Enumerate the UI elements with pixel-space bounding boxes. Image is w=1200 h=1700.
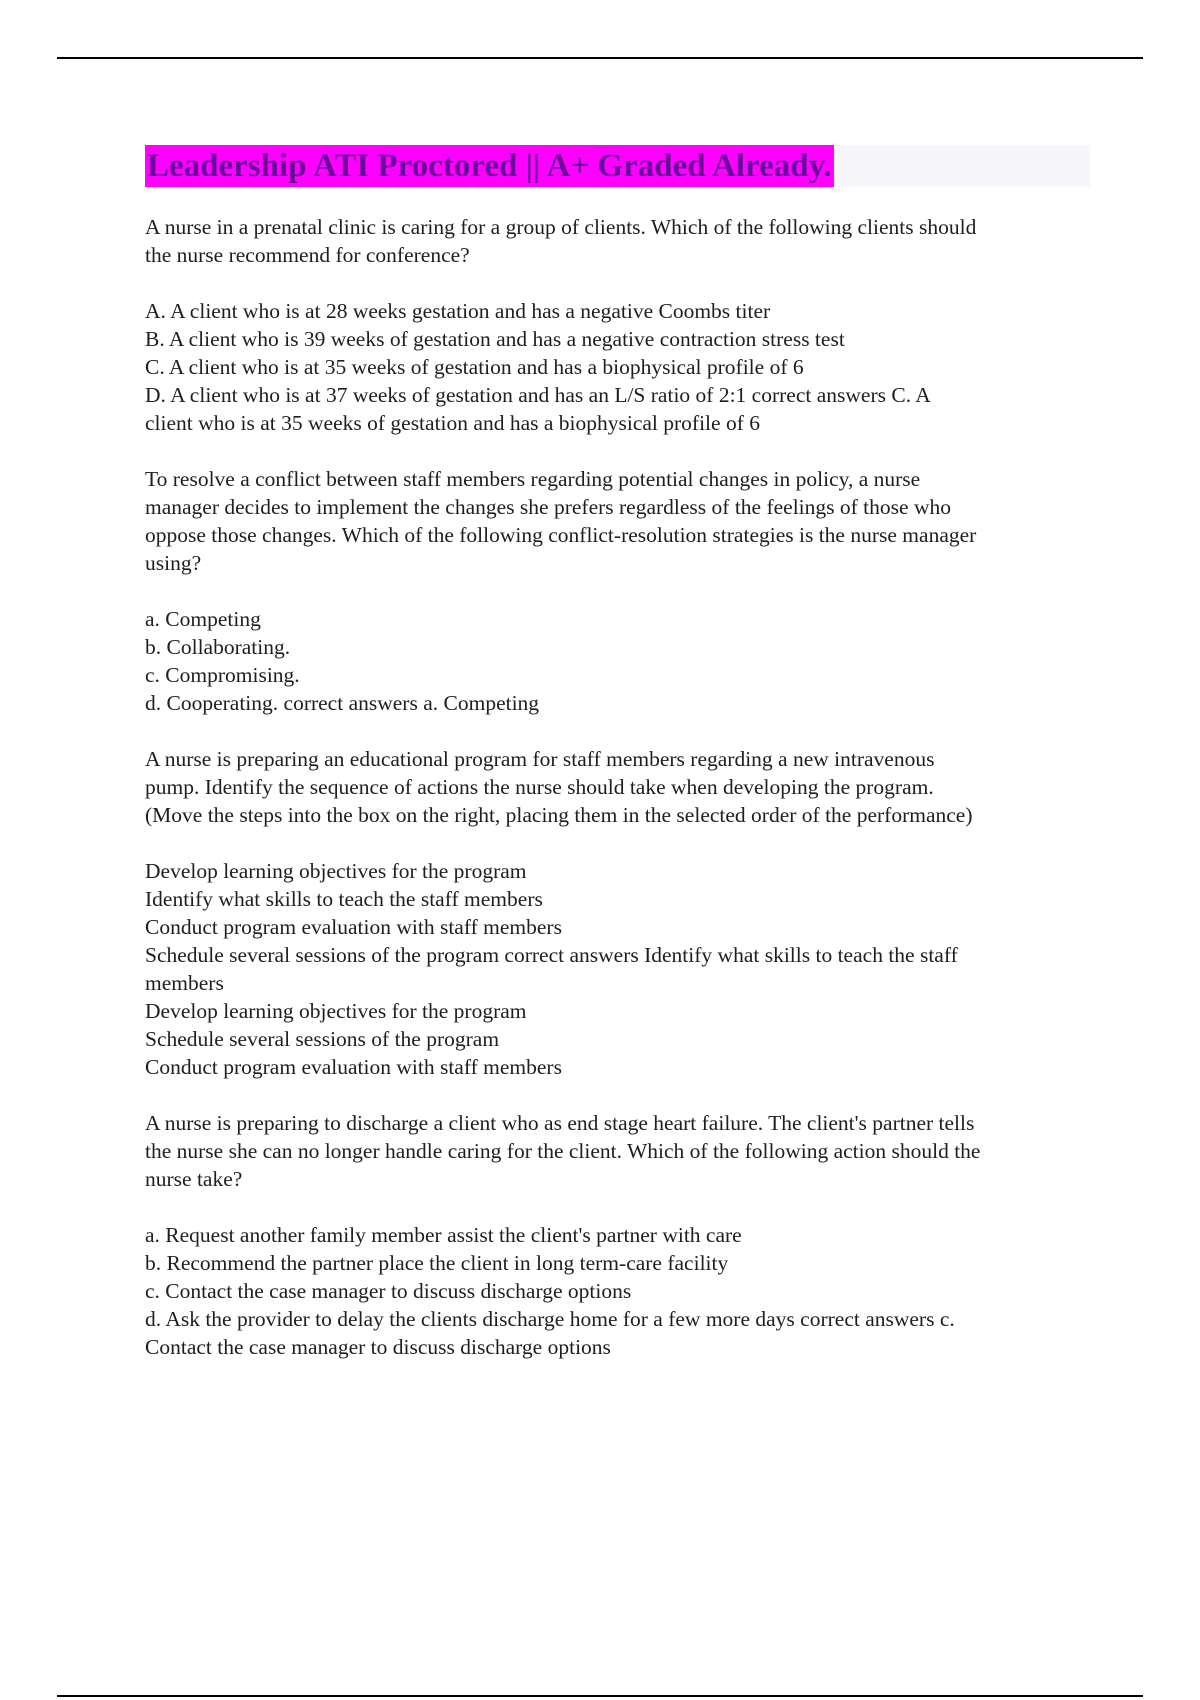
title-bar	[145, 145, 1090, 187]
question-stem-line: To resolve a conflict between staff members regarding potential changes in policy, a nurse	[145, 467, 921, 491]
answer-option: Conduct program evaluation with staff members	[145, 1055, 562, 1079]
answer-options	[145, 297, 1090, 437]
page-top-rule	[57, 57, 1143, 59]
answer-option: c. Contact the case manager to discuss discharge options	[145, 1279, 632, 1303]
answer-options	[145, 1221, 1090, 1361]
question-stem-line: A nurse is preparing an educational program for staff members regarding a new intravenous	[145, 747, 935, 771]
answer-option: d. Ask the provider to delay the clients discharge home for a few more days correct answers c.	[145, 1307, 955, 1331]
answer-option: a. Competing	[145, 607, 261, 631]
answer-option: b. Collaborating.	[145, 635, 291, 659]
answer-option: Conduct program evaluation with staff members	[145, 915, 562, 939]
question-stem-line: A nurse is preparing to discharge a client who as end stage heart failure. The client's partner tells	[145, 1111, 975, 1135]
question-stem-line: using?	[145, 551, 202, 575]
answer-option: a. Request another family member assist the client's partner with care	[145, 1223, 742, 1247]
answer-option: Develop learning objectives for the program	[145, 999, 527, 1023]
answer-option: Schedule several sessions of the program	[145, 1027, 500, 1051]
question-stem-line: manager decides to implement the changes she prefers regardless of the feelings of those who	[145, 495, 951, 519]
answer-option: A. A client who is at 28 weeks gestation and has a negative Coombs titer	[145, 299, 771, 323]
answer-option: b. Recommend the partner place the client in long term-care facility	[145, 1251, 729, 1275]
question-stem	[145, 745, 1090, 829]
question-stem	[145, 465, 1090, 577]
answer-option: c. Compromising.	[145, 663, 300, 687]
answer-option: C. A client who is at 35 weeks of gestation and has a biophysical profile of 6	[145, 355, 804, 379]
page-bottom-rule	[57, 1695, 1143, 1697]
document-title: Leadership ATI Proctored || A+ Graded Already.	[145, 145, 834, 187]
answer-option: Contact the case manager to discuss discharge options	[145, 1335, 611, 1359]
question-stem-line: pump. Identify the sequence of actions the nurse should take when developing the program.	[145, 775, 934, 799]
question-stem-line: the nurse she can no longer handle caring for the client. Which of the following action should the	[145, 1139, 981, 1163]
answer-options	[145, 857, 1090, 1081]
answer-option: Schedule several sessions of the program correct answers Identify what skills to teach the staff	[145, 943, 958, 967]
document-body	[145, 145, 1090, 1389]
question-stem	[145, 1109, 1090, 1193]
question-stem-line: A nurse in a prenatal clinic is caring for a group of clients. Which of the following clients should	[145, 215, 977, 239]
answer-options	[145, 605, 1090, 717]
answer-option: client who is at 35 weeks of gestation and has a biophysical profile of 6	[145, 411, 760, 435]
question-list	[145, 213, 1090, 1361]
answer-option: d. Cooperating. correct answers a. Competing	[145, 691, 540, 715]
answer-option: Develop learning objectives for the program	[145, 859, 527, 883]
answer-option: B. A client who is 39 weeks of gestation and has a negative contraction stress test	[145, 327, 845, 351]
answer-option: Identify what skills to teach the staff members	[145, 887, 543, 911]
question-stem-line: oppose those changes. Which of the following conflict-resolution strategies is the nurse manager	[145, 523, 977, 547]
question-stem-line: nurse take?	[145, 1167, 243, 1191]
question-stem	[145, 213, 1090, 269]
question-stem-line: (Move the steps into the box on the right, placing them in the selected order of the performance)	[145, 803, 973, 827]
question-stem-line: the nurse recommend for conference?	[145, 243, 470, 267]
answer-option: D. A client who is at 37 weeks of gestation and has an L/S ratio of 2:1 correct answers C. A	[145, 383, 931, 407]
answer-option: members	[145, 971, 224, 995]
